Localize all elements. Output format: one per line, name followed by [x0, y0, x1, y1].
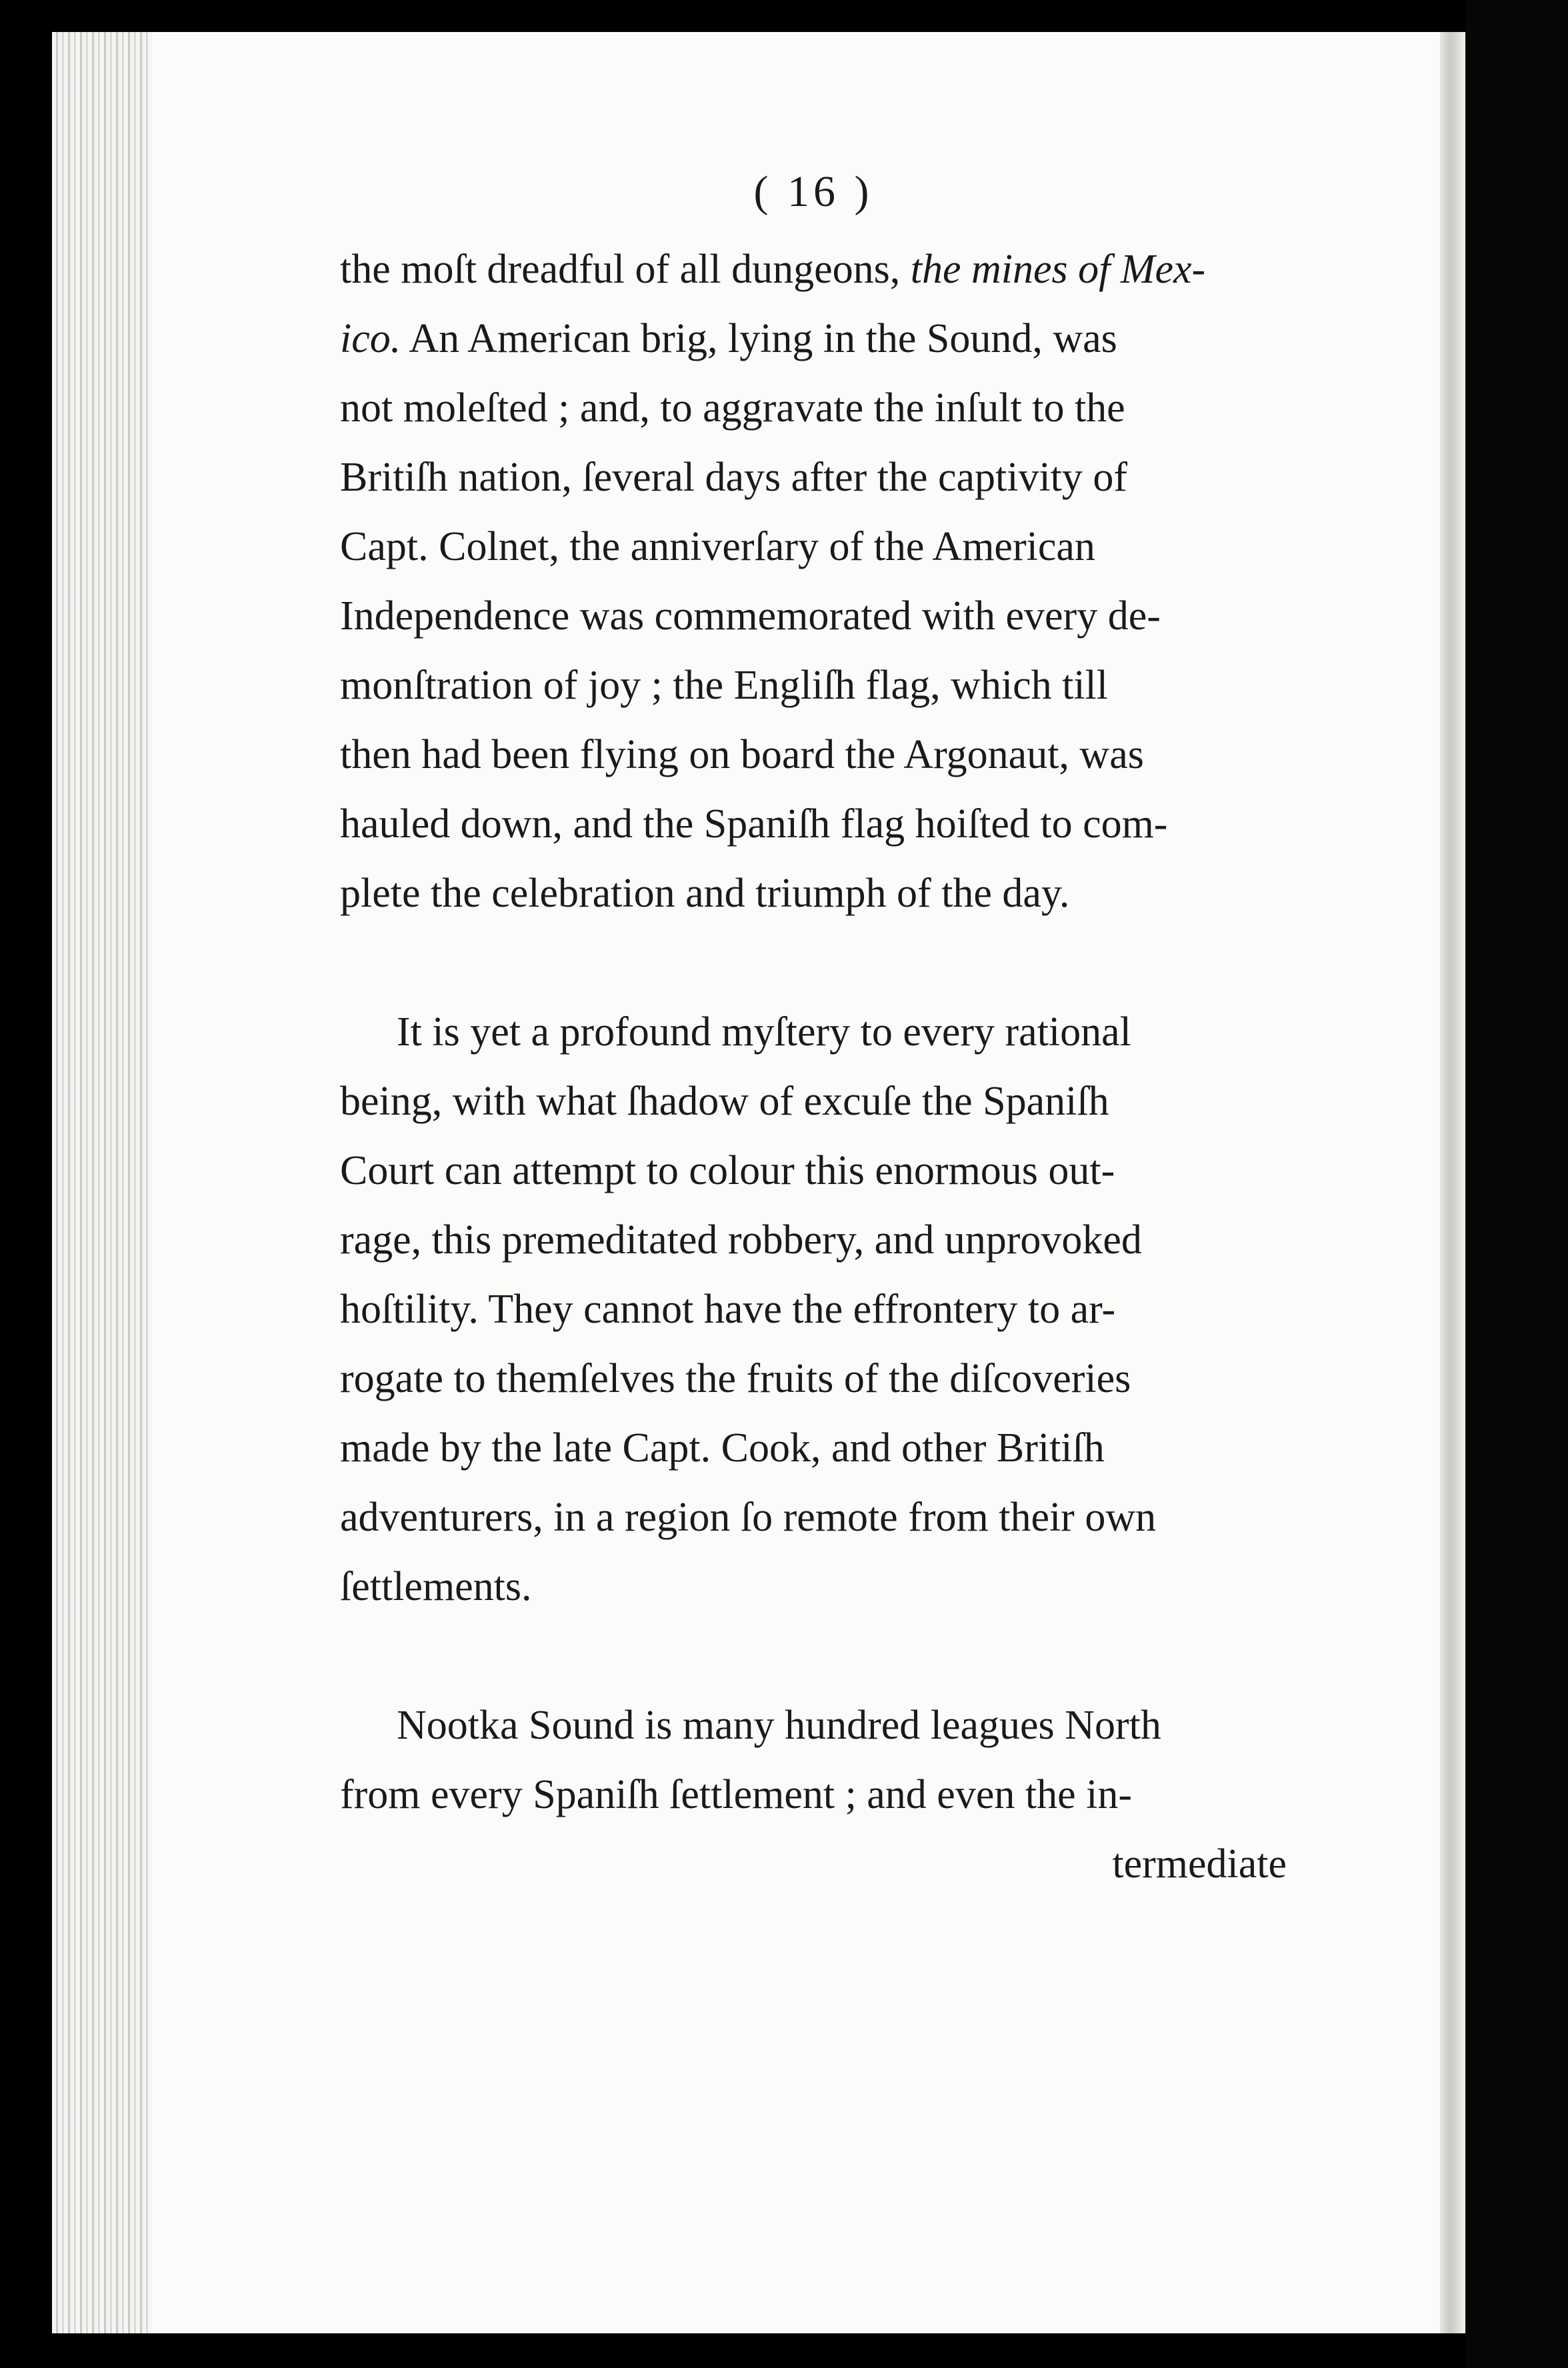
text-line: Court can attempt to colour this enormous out-	[340, 1148, 1115, 1193]
catchword: termediate	[1112, 1841, 1287, 1887]
text-line: not moleſted ; and, to aggravate the inſult to the	[340, 385, 1125, 431]
text-line: from every Spaniſh ſettlement ; and even the in-	[340, 1772, 1132, 1817]
page-edges-left	[52, 32, 152, 2333]
text-line: the moſt dreadful of all dungeons, the mines of Mex-	[340, 247, 1206, 292]
text-line: Independence was commemorated with every de-	[340, 593, 1161, 639]
text-line: It is yet a profound myſtery to every rational	[397, 1009, 1131, 1055]
paragraph-2	[340, 997, 1287, 1621]
text-line: being, with what ſhadow of excuſe the Spaniſh	[340, 1079, 1109, 1124]
text-line: rage, this premeditated robbery, and unprovoked	[340, 1217, 1142, 1263]
scan-background	[1465, 0, 1568, 2368]
text-line: rogate to themſelves the fruits of the diſcoveries	[340, 1356, 1131, 1401]
text-line: ſettlements.	[340, 1564, 532, 1609]
paragraph-3	[340, 1691, 1287, 1829]
paragraph-1	[340, 235, 1287, 928]
page-number-header: ( 16 )	[753, 167, 873, 216]
text-line: Nootka Sound is many hundred leagues North	[397, 1703, 1161, 1748]
text-line: Capt. Colnet, the anniverſary of the American	[340, 524, 1095, 569]
text-line: hauled down, and the Spaniſh flag hoiſted to com-	[340, 801, 1168, 847]
text-line: Britiſh nation, ſeveral days after the captivity of	[340, 455, 1128, 500]
text-line: made by the late Capt. Cook, and other Britiſh	[340, 1425, 1105, 1471]
page-edge-right	[1440, 32, 1465, 2333]
text-line: adventurers, in a region ſo remote from their own	[340, 1495, 1157, 1540]
page-text	[340, 167, 1287, 1899]
text-line: ico. An American brig, lying in the Sound, was	[340, 316, 1117, 361]
text-line: hoſtility. They cannot have the effrontery to ar-	[340, 1287, 1116, 1332]
text-line: monſtration of joy ; the Engliſh flag, which till	[340, 663, 1108, 708]
text-line: plete the celebration and triumph of the day.	[340, 871, 1070, 916]
text-line: then had been flying on board the Argonaut, was	[340, 732, 1144, 777]
